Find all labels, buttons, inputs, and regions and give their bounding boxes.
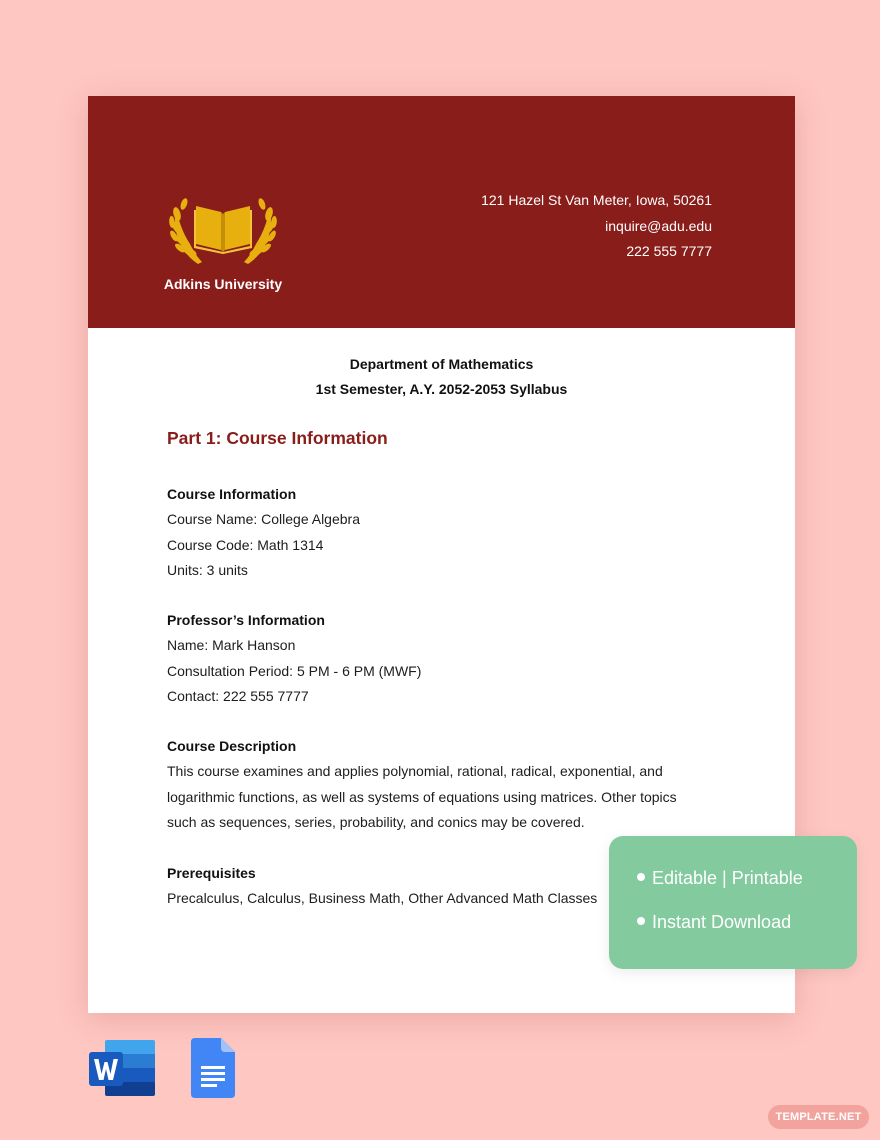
description-line: such as sequences, series, probability, and conics may be covered. — [167, 813, 585, 830]
microsoft-word-icon[interactable] — [89, 1038, 157, 1098]
department-name: Department of Mathematics — [349, 356, 534, 372]
course-description-section — [167, 734, 707, 835]
bullet-icon — [637, 917, 645, 925]
professor-name: Name: Mark Hanson — [167, 637, 296, 654]
course-information-section — [167, 482, 707, 583]
part-1-title: Part 1: Course Information — [167, 428, 388, 448]
professor-contact: Contact: 222 555 7777 — [167, 687, 309, 704]
course-name: Course Name: College Algebra — [167, 511, 360, 528]
section-heading: Professor’s Information — [167, 612, 325, 628]
course-code: Course Code: Math 1314 — [167, 536, 324, 553]
bullet-icon — [637, 873, 645, 881]
description-line: This course examines and applies polynomial, rational, radical, exponential, and — [167, 763, 663, 780]
email: inquire@adu.edu — [605, 217, 712, 234]
contact-info — [481, 188, 712, 265]
description-line: logarithmic functions, as well as systems of equations using matrices. Other topics — [167, 788, 677, 805]
university-logo-icon — [168, 184, 278, 268]
document-title — [88, 352, 795, 402]
professor-information-section — [167, 608, 707, 709]
watermark-badge: TEMPLATE.NET — [768, 1105, 869, 1129]
section-heading: Course Description — [167, 738, 297, 754]
section-heading: Course Information — [167, 486, 297, 502]
google-docs-icon[interactable] — [191, 1038, 235, 1098]
address: 121 Hazel St Van Meter, Iowa, 50261 — [481, 192, 712, 208]
semester-title: 1st Semester, A.Y. 2052-2053 Syllabus — [315, 381, 568, 397]
section-heading: Prerequisites — [167, 865, 256, 881]
university-name: Adkins University — [163, 276, 283, 292]
feature-item — [637, 912, 791, 933]
document-header — [88, 96, 795, 328]
consultation-period: Consultation Period: 5 PM - 6 PM (MWF) — [167, 662, 422, 679]
feature-item — [637, 868, 803, 889]
phone: 222 555 7777 — [626, 243, 712, 259]
prerequisites-list: Precalculus, Calculus, Business Math, Other Advanced Math Classes — [167, 890, 598, 907]
feature-label: Instant Download — [652, 912, 792, 932]
feature-label: Editable | Printable — [652, 868, 803, 888]
course-units: Units: 3 units — [167, 561, 248, 578]
features-badge — [609, 836, 857, 969]
